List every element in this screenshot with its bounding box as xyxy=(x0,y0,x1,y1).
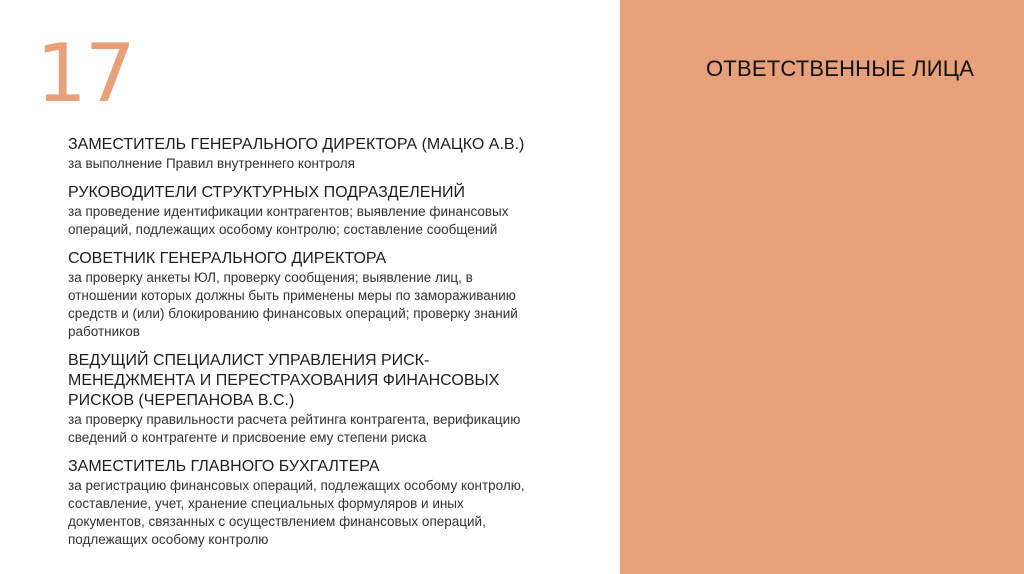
list-item xyxy=(68,351,543,447)
entry-description: за проведение идентификации контрагентов; выявление финансовых операций, подлежащих особому контролю; составление сообщений xyxy=(68,204,509,237)
entry-description: за регистрацию финансовых операций, подлежащих особому контролю, составление, учет, хранение специальных формуляров и иных документов, связанных с осуществлением финансовых операций, подлежащих особому контролю xyxy=(68,478,525,547)
list-item xyxy=(68,249,543,341)
accent-panel xyxy=(620,0,1024,574)
entry-title: СОВЕТНИК ГЕНЕРАЛЬНОГО ДИРЕКТОРА xyxy=(68,250,387,267)
entry-title: ВЕДУЩИЙ СПЕЦИАЛИСТ УПРАВЛЕНИЯ РИСК-МЕНЕДЖМЕНТА И ПЕРЕСТРАХОВАНИЯ ФИНАНСОВЫХ РИСКОВ (ЧЕРЕПАНОВА В.С.) xyxy=(68,352,500,409)
list-item xyxy=(68,183,543,239)
entry-title: ЗАМЕСТИТЕЛЬ ГЕНЕРАЛЬНОГО ДИРЕКТОРА (МАЦКО А.В.) xyxy=(68,136,525,153)
responsibles-list xyxy=(68,135,543,559)
slide-number: 17 xyxy=(36,27,134,120)
entry-description: за проверку анкеты ЮЛ, проверку сообщения; выявление лиц, в отношении которых должны быть применены меры по замораживанию средств и (или) блокированию финансовых операций; проверку знаний работников xyxy=(68,270,518,339)
list-item xyxy=(68,457,543,549)
entry-description: за выполнение Правил внутреннего контроля xyxy=(68,156,355,171)
entry-description: за проверку правильности расчета рейтинга контрагента, верификацию сведений о контрагенте и присвоение ему степени риска xyxy=(68,412,521,445)
list-item xyxy=(68,135,543,173)
entry-title: РУКОВОДИТЕЛИ СТРУКТУРНЫХ ПОДРАЗДЕЛЕНИЙ xyxy=(68,184,465,201)
panel-title: ОТВЕТСТВЕННЫЕ ЛИЦА xyxy=(706,56,975,81)
entry-title: ЗАМЕСТИТЕЛЬ ГЛАВНОГО БУХГАЛТЕРА xyxy=(68,458,380,475)
